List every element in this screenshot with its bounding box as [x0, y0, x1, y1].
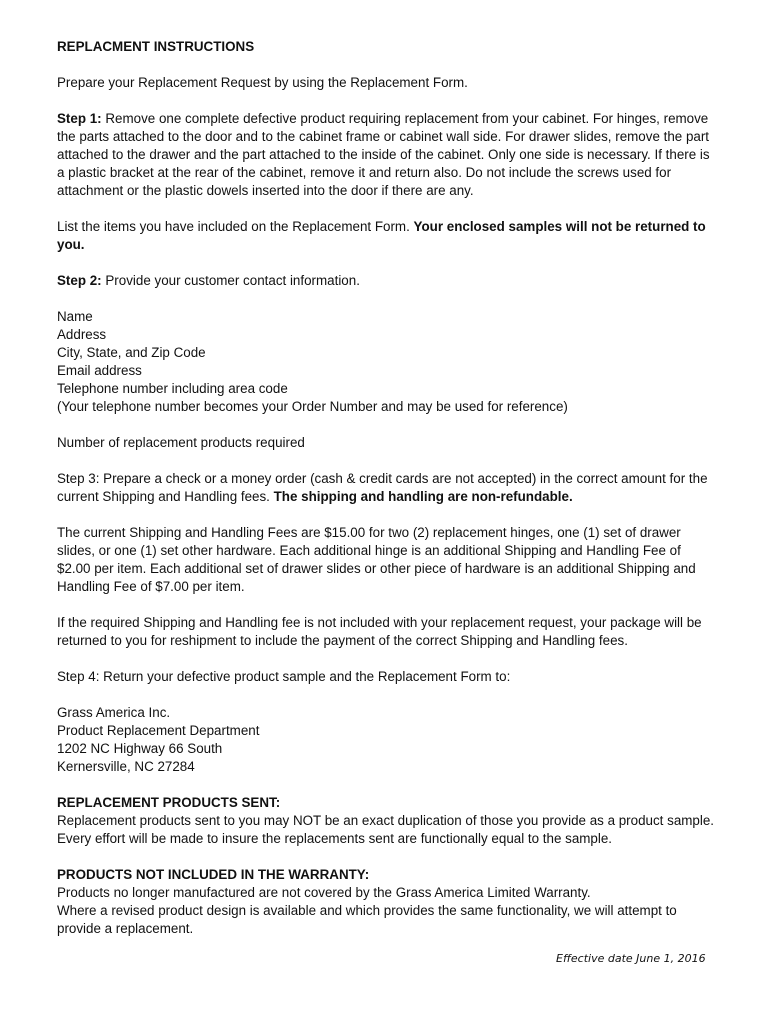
step4-paragraph: Step 4: Return your defective product sample and the Replacement Form to:	[57, 669, 511, 684]
fees-paragraph: The current Shipping and Handling Fees are $15.00 for two (2) replacement hinges, one (1) set of drawer slides, or one (1) set other hardware. Each additional hinge is an additional Shipping and Handling Fee of $2.00 per item. Each additional set of drawer slides or other piece of hardware is an additional Shipping and Handling Fee of $7.00 per item.	[57, 525, 696, 594]
step1-paragraph	[57, 110, 718, 200]
not-included-line: Products no longer manufactured are not covered by the Grass America Limited Warranty.	[57, 885, 591, 900]
list-items-text: List the items you have included on the Replacement Form.	[57, 219, 414, 234]
contact-field: Telephone number including area code	[57, 381, 288, 396]
document-title: REPLACMENT INSTRUCTIONS	[57, 39, 255, 54]
non-refundable-note: The shipping and handling are non-refundable.	[273, 489, 573, 504]
step3-paragraph	[57, 470, 718, 506]
step2-text: Provide your customer contact information.	[101, 273, 360, 288]
return-address	[57, 704, 718, 776]
number-required-paragraph: Number of replacement products required	[57, 435, 305, 450]
contact-field: Address	[57, 327, 107, 342]
step2-paragraph	[57, 272, 718, 290]
contact-fields-list	[57, 308, 718, 416]
not-included-line: Where a revised product design is available and which provides the same functionality, we will attempt to provide a replacement.	[57, 903, 677, 936]
replacement-sent-heading: REPLACEMENT PRODUCTS SENT:	[57, 795, 281, 810]
fee-warning-paragraph: If the required Shipping and Handling fee is not included with your replacement request, your package will be returned to you for reshipment to include the payment of the correct Shipping and Handling fees.	[57, 615, 702, 648]
address-line: Grass America Inc.	[57, 705, 171, 720]
list-items-paragraph	[57, 218, 718, 254]
address-line: Kernersville, NC 27284	[57, 759, 195, 774]
contact-field: (Your telephone number becomes your Order Number and may be used for reference)	[57, 399, 568, 414]
step3-text: Step 3: Prepare a check or a money order (cash & credit cards are not accepted) in the correct amount for the current Shipping and Handling fees.	[57, 471, 708, 504]
effective-date: Effective date June 1, 2016	[556, 952, 706, 965]
address-line: 1202 NC Highway 66 South	[57, 741, 223, 756]
step2-label: Step 2:	[57, 273, 102, 288]
contact-field: Email address	[57, 363, 142, 378]
address-line: Product Replacement Department	[57, 723, 260, 738]
replacement-sent-text: Replacement products sent to you may NOT be an exact duplication of those you provide as a product sample. Every effort will be made to insure the replacements sent are functionally equal to the sample.	[57, 813, 715, 846]
contact-field: City, State, and Zip Code	[57, 345, 206, 360]
not-included-body	[57, 884, 718, 938]
contact-field: Name	[57, 309, 93, 324]
step1-label: Step 1:	[57, 111, 102, 126]
not-included-heading: PRODUCTS NOT INCLUDED IN THE WARRANTY:	[57, 867, 370, 882]
step1-text: Remove one complete defective product requiring replacement from your cabinet. For hinges, remove the parts attached to the door and to the cabinet frame or cabinet wall side. For drawer slides, remove the part attached to the drawer and the part attached to the inside of the cabinet. Only one side is necessary. If there is a plastic bracket at the rear of the cabinet, remove it and return also. Do not include the screws used for attachment or the plastic dowels inserted into the door if there are any.	[57, 111, 710, 198]
intro-paragraph: Prepare your Replacement Request by using the Replacement Form.	[57, 75, 468, 90]
samples-not-returned-note: Your enclosed samples will not be returned to you.	[57, 219, 706, 252]
